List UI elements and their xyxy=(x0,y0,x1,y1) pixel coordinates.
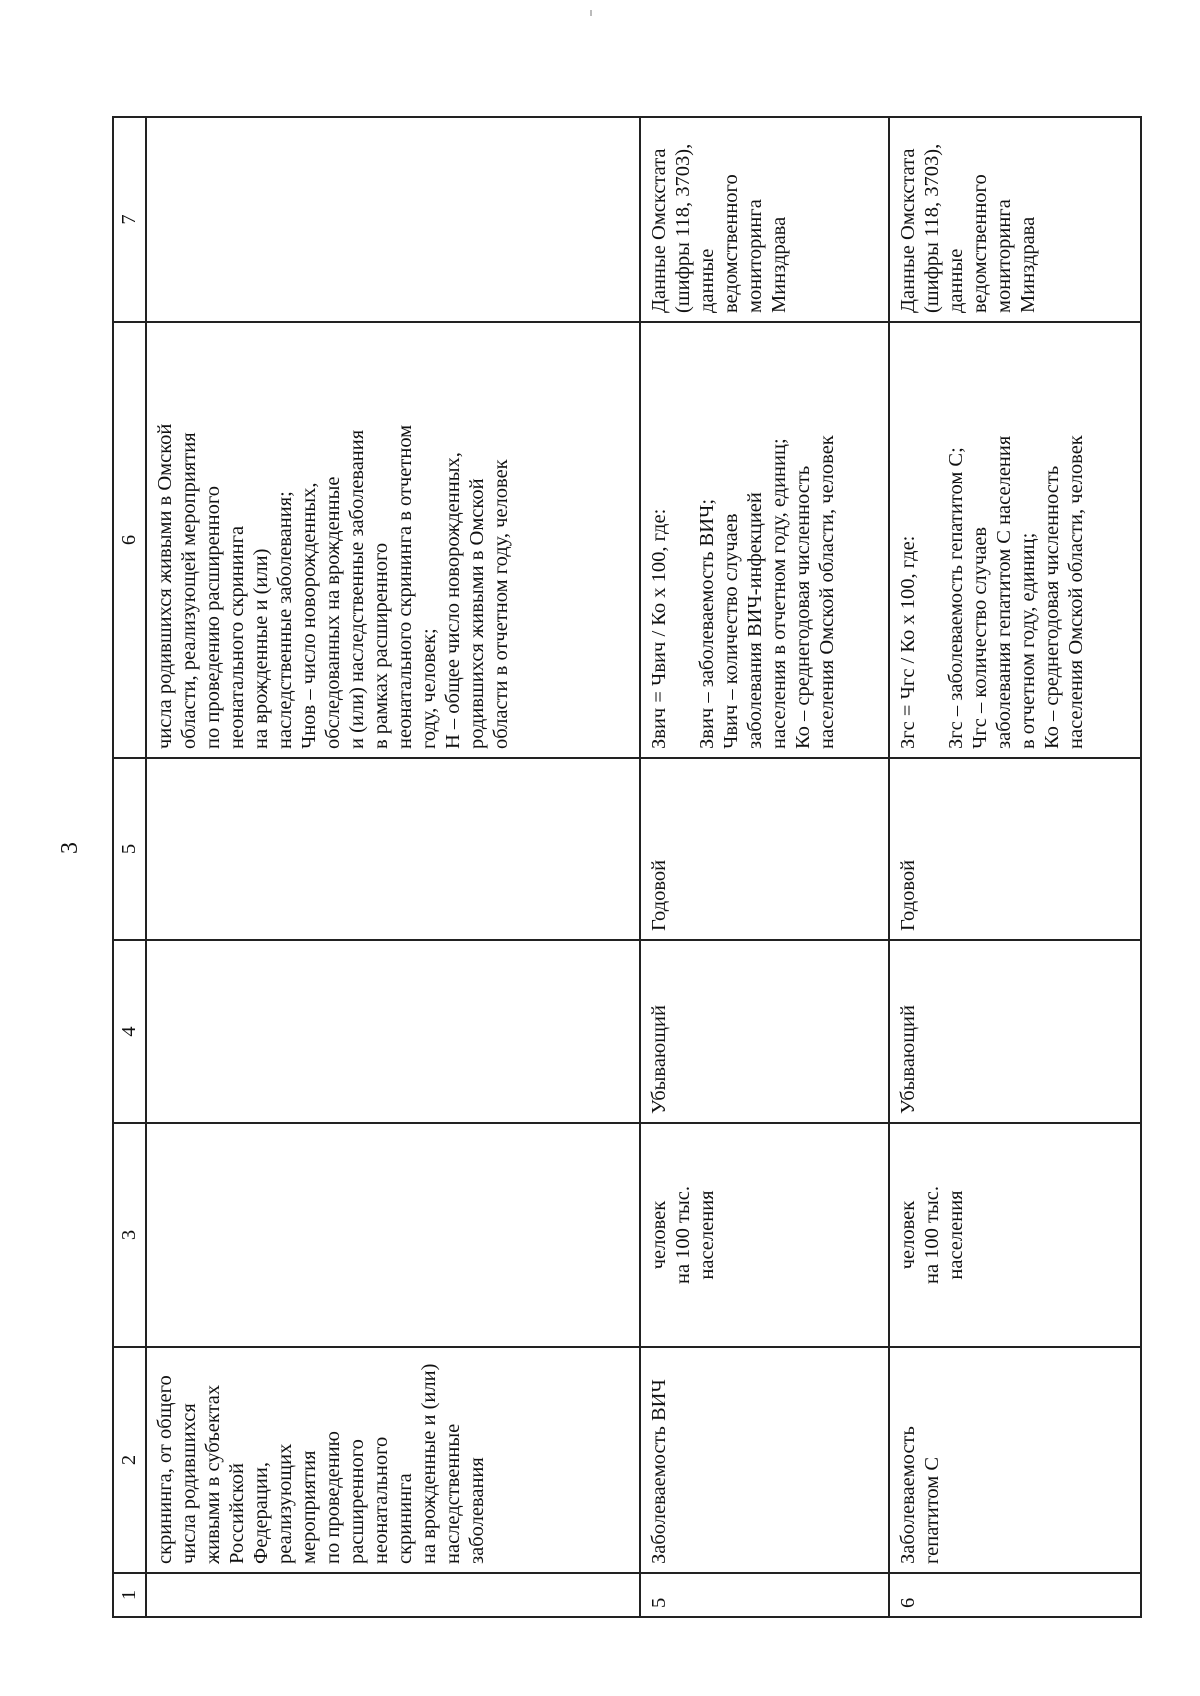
cell-source: Данные Омскстата (шифры 118, 3703), данные ведомственного мониторинга Минздрава xyxy=(640,117,889,322)
cell-period: Годовой xyxy=(640,758,889,940)
cell-number xyxy=(146,1573,640,1617)
table-row xyxy=(640,117,889,1617)
cell-method: Звич = Чвич / Ко х 100, где: Звич – заболеваемость ВИЧ; Чвич – количество случаев заболевания ВИЧ-инфекцией населения в отчетном году, единиц; Ко – среднегодовая численность населения Омской области, человек xyxy=(640,322,889,758)
cell-trend: Убывающий xyxy=(889,940,1141,1123)
table-header-row xyxy=(113,117,146,1617)
cell-source xyxy=(146,117,640,322)
cell-unit: человек на 100 тыс. населения xyxy=(889,1123,1141,1347)
cell-period xyxy=(146,758,640,940)
cell-trend xyxy=(146,940,640,1123)
table-row xyxy=(146,117,640,1617)
cell-unit: человек на 100 тыс. населения xyxy=(640,1123,889,1347)
header-cell: 6 xyxy=(113,322,146,758)
cell-number: 6 xyxy=(889,1573,1141,1617)
header-cell: 5 xyxy=(113,758,146,940)
cell-method: числа родившихся живыми в Омской области, реализующей мероприятия по проведению расширенного неонатального скрининга на врожденные и (или) наследственные заболевания; Чнов – число новорожденных, обследованных на врожденные и (или) наследственные заболевания в рамках расширенного неонатального скрининга в отчетном году, человек; Н – общее число новорожденных, родившихся живыми в Омской области в отчетном году, человек xyxy=(146,322,640,758)
cell-indicator-name: скрининга, от общего числа родившихся живыми в субъектах Российской Федерации, реализующих мероприятия по проведению расширенного неонатального скрининга на врожденные и (или) наследственные заболевания xyxy=(146,1347,640,1573)
header-cell: 3 xyxy=(113,1123,146,1347)
cell-number: 5 xyxy=(640,1573,889,1617)
scan-mark xyxy=(590,10,592,16)
header-cell: 2 xyxy=(113,1347,146,1573)
cell-period: Годовой xyxy=(889,758,1141,940)
cell-unit xyxy=(146,1123,640,1347)
header-cell: 7 xyxy=(113,117,146,322)
rotated-table-sheet xyxy=(112,118,1142,1618)
indicator-table xyxy=(112,116,1142,1618)
header-cell: 4 xyxy=(113,940,146,1123)
cell-indicator-name: Заболеваемость ВИЧ xyxy=(640,1347,889,1573)
cell-method: Згс = Чгс / Ко х 100, где: Згс – заболеваемость гепатитом С; Чгс – количество случаев заболевания гепатитом С населения в отчетном году, единиц; Ко – среднегодовая численность населения Омской области, человек xyxy=(889,322,1141,758)
cell-indicator-name: Заболеваемость гепатитом С xyxy=(889,1347,1141,1573)
cell-source: Данные Омскстата (шифры 118, 3703), данные ведомственного мониторинга Минздрава xyxy=(889,117,1141,322)
page-number: 3 xyxy=(57,842,83,854)
table-row xyxy=(889,117,1141,1617)
cell-trend: Убывающий xyxy=(640,940,889,1123)
header-cell: 1 xyxy=(113,1573,146,1617)
